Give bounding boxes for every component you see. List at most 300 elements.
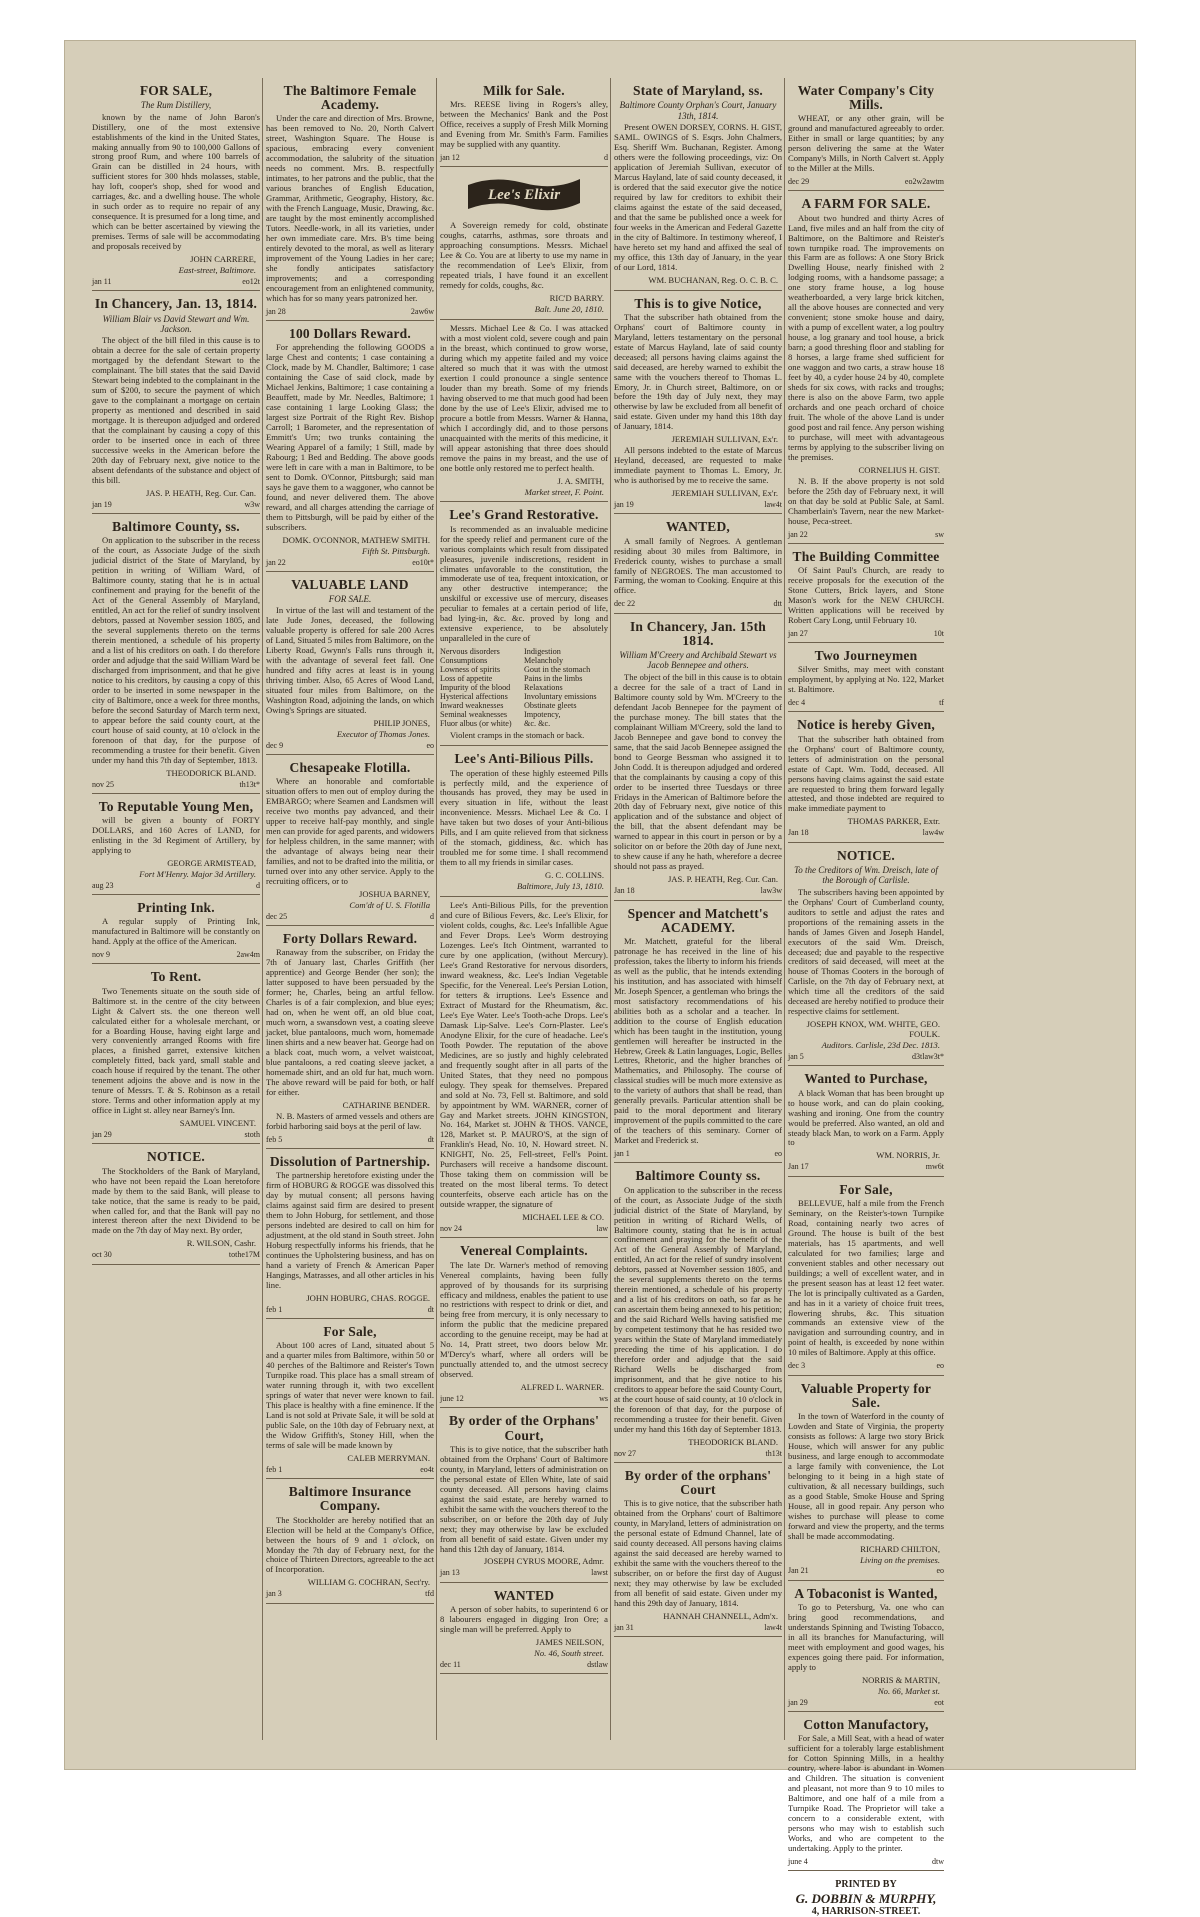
- ad-headline: NOTICE.: [836, 847, 896, 863]
- ad-headline: Water Company's City Mills.: [797, 83, 935, 113]
- ad-insertion-line: [92, 1130, 260, 1139]
- ailment-item: Melancholy: [524, 656, 564, 666]
- ad-headline: Wanted to Purchase,: [804, 1071, 928, 1087]
- advertisement: [92, 84, 260, 291]
- ad-headline: For Sale,: [323, 1324, 377, 1340]
- advertisement: [788, 649, 944, 712]
- ad-signature: RIC'D BARRY.: [549, 293, 604, 304]
- ad-headline: For Sale,: [839, 1181, 893, 1197]
- ad-headline: This is to give Notice,: [634, 295, 762, 311]
- ad-headline: Forty Dollars Reward.: [282, 931, 418, 947]
- ad-signature: CATHARINE BENDER.: [342, 1100, 430, 1110]
- ad-insertion-line: [788, 177, 944, 186]
- ad-insertion-line: [788, 1162, 944, 1171]
- ad-run-code: sw: [935, 529, 944, 539]
- ad-separator: [92, 963, 260, 964]
- ailment-item: Hysterical affections: [440, 692, 508, 702]
- ad-run-code: eo: [936, 1566, 944, 1576]
- ad-run-code: eo4t: [420, 1465, 434, 1474]
- advertisement: [92, 1150, 260, 1264]
- ad-insertion-line: [92, 277, 260, 286]
- ad-headline: Milk for Sale.: [483, 83, 565, 98]
- advertisement: [440, 84, 608, 167]
- ad-body: Under the care and direction of Mrs. Browne, has been removed to No. 20, North Calvert street, Washington Square. The House is spacious, embracing every convenient accommodation, the salubrity of the situation needs no comment. Mrs. B. respectfully intimates, to her patrons and the public, that the various branches of English Education, Grammar, Arithmetic, Geography, History, &c. with the French Language, Music, Drawing, &c. are taught by the most eminently accomplished Tutors. Needle-work, in all its varieties, under her own immediate care. Mrs. B's time being entirely devoted to the moral, as well as literary improvement of the Young Ladies in her care; she fondly anticipates satisfactory improvements; and a corresponding encouragement from an enlightened community, which has for so many years patronized her.: [266, 113, 434, 303]
- ad-headline: WANTED,: [665, 519, 731, 535]
- ad-date: jan 1: [614, 1149, 630, 1159]
- ad-signature: JOHN HOBURG, CHAS. ROGGE.: [306, 1292, 430, 1303]
- ad-body: Where an honorable and comfortable situation offers to men out of employ during the EMBARGO; where Seamen and Landsmen will receive two months pay advanced, and their upper to receive half-pay monthly, and single men can provide for aged parents, and widowers for helpless children, in the same manner; with the advantage of always being near their families, and not to be drafted into the militia, or turned over into any other service. Apply to the recruiting officers, or to: [266, 776, 434, 887]
- ad-insertion-line: [614, 1623, 782, 1632]
- ad-date: jan 11: [92, 277, 112, 287]
- ad-signature: DOMK. O'CONNOR, MATHEW SMITH.: [282, 534, 430, 545]
- ad-signer-place: Balt. June 20, 1810.: [534, 304, 604, 315]
- ad-signature: WM. BUCHANAN, Reg. O. C. B. C.: [648, 274, 778, 285]
- advertisement: [266, 1325, 434, 1479]
- ad-insertion-line: [788, 828, 944, 837]
- ad-body: This is to give notice, that the subscriber hath obtained from the Orphans' Court of Baltimore county, in Maryland, letters of administration on the personal estate of Ellen White, late of said county deceased. All persons having claims against the said estate, are hereby warned to exhibit the same with the vouchers thereof to the subscriber, on or before the 20th day of July next; they may otherwise by law be excluded from all benefit of said estate. Given under my hand this 12th day of January, 1814.: [440, 1443, 608, 1554]
- ad-date: Jan 17: [788, 1162, 809, 1172]
- ad-date: jan 22: [788, 529, 808, 539]
- ad-separator: [788, 543, 944, 544]
- ad-date: Jan 18: [788, 828, 809, 838]
- ad-separator: [440, 745, 608, 746]
- ad-insertion-line: [266, 1465, 434, 1474]
- ad-separator: [440, 1407, 608, 1408]
- advertisement: [266, 761, 434, 926]
- ad-body: That the subscriber hath obtained from the Orphans' court of Baltimore county in Maryland, letters testamentary on the personal estate of Marcus Hayland, late of said county deceased; all persons having claims against the said deceased, are hereby warned to exhibit the same with the vouchers thereof to Thomas L. Emory, Jr. in Church street, Baltimore, on or before the 19th day of July next, they may otherwise by law be excluded from all benefit of said estate. Given under my hand this 18th day of January, 1814.: [614, 311, 782, 432]
- ad-headline: By order of the orphans' Court: [624, 1468, 772, 1498]
- ad-run-code: lawst: [591, 1568, 608, 1578]
- ad-signature: PHILIP JONES,: [373, 718, 430, 729]
- ad-body: The late Dr. Warner's method of removing Venereal complaints, having been fully approved of by thousands for its surprising efficacy and mildness, enables the patient to use no restrictions with respect to drink or diet, and being free from mercury, it is only necessary to inform the public that the medicine prepared according to the genuine receipt, may be had at No. 14, Pratt street, two doors below Mr. M'Dercy's wharf, where all orders will be punctually attended to, and the utmost secrecy observed.: [440, 1259, 608, 1380]
- ad-signature: JAS. P. HEATH, Reg. Cur. Can.: [145, 487, 256, 498]
- ad-insertion-line: [266, 1305, 434, 1314]
- ad-headline: Venereal Complaints.: [460, 1243, 588, 1259]
- ad-insertion-line: [788, 1566, 944, 1575]
- advertisement: [788, 1183, 944, 1376]
- ad-run-code: law: [596, 1224, 608, 1234]
- ailment-item: Loss of appetite: [440, 674, 493, 684]
- advertisement: [788, 550, 944, 643]
- ad-headline: NOTICE.: [146, 1149, 206, 1165]
- ad-headline: WANTED: [493, 1587, 555, 1603]
- ad-body: Silver Smiths, may meet with constant employment, by applying at No. 122, Market st. Baltimore.: [788, 664, 944, 695]
- advertisement: [788, 1382, 944, 1581]
- ad-date: jan 31: [614, 1623, 634, 1633]
- ad-subheadline: William Blair vs David Stewart and Wm. Jackson.: [102, 313, 250, 334]
- advertisement: [92, 901, 260, 964]
- ad-run-code: tf: [939, 698, 944, 708]
- advertisement: [614, 620, 782, 901]
- ad-date: jan 22: [266, 557, 286, 567]
- ad-run-code: 2aw6w: [410, 306, 434, 316]
- ad-run-code: d: [256, 880, 260, 890]
- ad-body: A Sovereign remedy for cold, obstinate coughs, catarrhs, asthmas, sore throats and approaching consumptions. Messrs. Michael Lee & Co. You are at liberty to use my name in the recommendation of Lee's Elixir, from repeated trials, I have found it an excellent remedy for colds, coughs, &c.: [440, 220, 608, 291]
- ad-date: Jan 18: [614, 886, 635, 896]
- ad-body: Two Tenements situate on the south side of Baltimore st. in the centre of the city between Light & Calvert sts. the one thereon well calculated either for a wholesale merchant, or for a Boarding House, having eight large and very conveniently arranged Rooms with fire places, a finished garret, extensive kitchen completely fitted, back yard, small stable and coach house if required by the tenant. The other tenement adjoins the above and is now in the tenure of Messrs. T. & S. Robinson as a retail store. Terms and other information apply at my office in Light st. alley near Barney's Inn.: [92, 985, 260, 1116]
- ad-subheadline: To the Creditors of Wm. Dreisch, late of the Borough of Carlisle.: [794, 864, 938, 886]
- ad-headline: A FARM FOR SALE.: [801, 196, 931, 212]
- ad-headline: The Building Committee: [792, 548, 940, 564]
- advertisement: [788, 849, 944, 1067]
- ad-body: That the subscriber hath obtained from the Orphans' court of Baltimore county, letters of administration on the personal estate of Capt. Wm. Todd, deceased. All persons having claims against the said estate are requested to bring them forward legally attested, and those indebted are required to make immediate payment to: [788, 733, 944, 814]
- ad-subheadline: The Rum Distillery,: [140, 100, 212, 111]
- ailment-item: Relaxations: [524, 683, 563, 693]
- ad-separator: [440, 1582, 608, 1583]
- ad-body: The operation of these highly esteemed Pills is perfectly mild, and the experience of thousands has proved, they may be used in every situation in life, without the least inconvenience. Messrs. Michael Lee & Co. I have taken but two doses of your Anti-bilious Pills, and I am quite relieved from that sickness of the stomach, giddiness, &c. which has troubled me for some time. I shall recommend them to all my friends in similar cases.: [440, 767, 608, 868]
- ad-headline: A Tobaconist is Wanted,: [794, 1585, 938, 1601]
- ad-signature: SAMUEL VINCENT.: [179, 1118, 256, 1129]
- ad-date: jan 3: [266, 1589, 282, 1599]
- ad-separator: [614, 1462, 782, 1463]
- ad-date: jan 5: [788, 1052, 804, 1062]
- ad-body: The partnership heretofore existing under the firm of HOBURG & ROGGE was dissolved this day by mutual consent; all persons having claims against said firm are desired to present them to John Hoburg, for settlement, and those persons indebted are desired to call on him for adjustment, at the old stand in South street. John Hoburg respectfully informs his friends, that he continues the Upholstering business, and has on hand a variety of French & American Paper Hangings, Matrasses, and all other articles in his line.: [266, 1170, 434, 1290]
- ad-run-code: dt: [427, 1134, 434, 1144]
- advertisement: [440, 324, 608, 502]
- ad-date: jan 27: [788, 628, 808, 638]
- ailment-item: Gout in the stomach: [524, 665, 591, 675]
- ad-body: To go to Petersburg, Va. one who can bring good recommendations, and understands Spinning and Twisting Tobacco, in all its branches for Manufacturing, will meet with employment and good wages, his expences going there paid. For information, apply to: [788, 1601, 944, 1672]
- ad-run-code: ws: [599, 1394, 608, 1404]
- printer-imprint: [788, 1879, 944, 1917]
- ad-signature: JOHN CARRERE,: [190, 254, 256, 265]
- ad-separator: [614, 290, 782, 291]
- ad-date: jan 28: [266, 306, 286, 316]
- ad-body: The Stockholder are hereby notified that an Election will be held at the Company's Office, between the hours of 9 and 1 o'clock, on Monday the 7th day of February next, for the choice of Thirteen Directors, agreeable to the act of Incorporation.: [266, 1514, 434, 1575]
- ad-body: The Stockholders of the Bank of Maryland, who have not been repaid the Loan heretofore made by them to the said Bank, will please to take notice, that the same is ready to be paid, when called for, and that the Bank will pay no interest thereon after the next Dividend to be made on the 7th day of May next. By order,: [92, 1165, 260, 1236]
- ad-separator: [788, 842, 944, 843]
- ad-run-code: law4t: [764, 500, 782, 510]
- ad-insertion-line: [614, 886, 782, 895]
- ad-date: feb 1: [266, 1304, 283, 1314]
- ad-headline: Valuable Property for Sale.: [800, 1380, 932, 1410]
- ad-run-code: tfd: [425, 1589, 434, 1599]
- advertisement: [92, 800, 260, 895]
- ad-run-code: eo: [936, 1361, 944, 1371]
- ailment-item: Lowness of spirits: [440, 665, 501, 675]
- ad-subheadline: Baltimore County Orphan's Court, January 13th, 1814.: [619, 100, 777, 121]
- ad-signature: G. C. COLLINS.: [545, 870, 604, 881]
- ad-body: Ranaway from the subscriber, on Friday the 7th of January last, Charles Griffith (her apprentice) and George Bender (her son); the latter supposed to have been persuaded by the former; he, Charles, being an artful fellow. Charles is of a fair complexion, and blue eyes; had on, when he went off, an old blue coat, much worn, a swansdown vest, a coating sleeve jacket, blue pantaloons, much worn, homemade linen shirts and a new beaver hat. George had on a black coat, much worn, a velvet waistcoat, blue pantaloons, a red coating sleeve jacket, a homemade shirt, and an old fur hat, much worn. The above reward will be paid for both, or half for either.: [266, 947, 434, 1098]
- ad-insertion-line: [440, 153, 608, 162]
- ad-insertion-line: [266, 558, 434, 567]
- ad-signature: RICHARD CHILTON,: [860, 1543, 940, 1554]
- ad-body: This is to give notice, that the subscriber hath obtained from the Orphans' court of Baltimore county, in Maryland, letters of administration on the personal estate of Edmund Channel, late of said county deceased. All persons having claims against the said deceased are hereby warned to exhibit the same with the vouchers thereof to the subscriber, on or before the first day of August next; they may otherwise by law be excluded from all benefit of said estate. Given under my hand this 29th day of January, 1814.: [614, 1498, 782, 1609]
- ad-signature: HANNAH CHANNELL, Adm'x.: [663, 1611, 778, 1622]
- ad-insertion-line: [92, 950, 260, 959]
- ad-date: dec 3: [788, 1361, 806, 1371]
- ad-separator: [266, 571, 434, 572]
- ad-date: june 12: [440, 1394, 464, 1404]
- advertisement: [788, 1072, 944, 1176]
- ad-headline: Spencer and Matchett's ACADEMY.: [627, 905, 769, 935]
- ad-separator: [266, 1318, 434, 1319]
- ad-separator: [440, 1237, 608, 1238]
- ad-separator: [614, 513, 782, 514]
- ad-run-code: w3w: [244, 499, 260, 509]
- ad-body: About two hundred and thirty Acres of Land, five miles and an half from the city of Baltimore, on the Baltimore and Reister's town turnpike road. The improvements on this Farm are as follows: A one Story Brick Dwelling House, nearly finished with 2 lodging rooms, with a handsome passage; a one story frame house, a log house weatherboarded, a very large brick kitchen, all the above houses are connected and very convenient; stone smoke house and dairy, with a pump of excellent water, a log poultry house, a log granary and tool house, a brick barn; a good threshing floor and stabling for 8 horses, a large frame shed sufficient for one waggon and two carts, a straw house 18 feet by 40, a cyder house 24 by 40, complete sheds for six cows, with racks and troughs; there is also on the above Farm, two apple orchards and one peach orchard of choice fruit. The whole of the above Land is under good post and rail fence. Any person wishing to purchase, will meet with advantageous terms by applying to the subscriber living on the premises.: [788, 212, 944, 462]
- ad-insertion-line: [788, 530, 944, 539]
- ad-signature: THEODORICK BLAND.: [688, 1436, 778, 1447]
- advertisement: [614, 907, 782, 1164]
- ad-signer-place: Auditors. Carlisle, 23d Dec. 1813.: [821, 1040, 940, 1051]
- ad-separator: [92, 894, 260, 895]
- ailment-item: &c. &c.: [524, 719, 551, 729]
- advertisement: [440, 171, 608, 320]
- printer-name: G. DOBBIN & MURPHY,: [795, 1890, 937, 1906]
- ad-signature: JAMES NEILSON,: [535, 1636, 604, 1647]
- ad-note: All persons indebted to the estate of Marcus Heyland, deceased, are requested to make immediate payment to Thomas L. Emory, Jr. who is authorised by me to receive the same.: [614, 445, 782, 486]
- ad-body: BELLEVUE, half a mile from the French Seminary, on the Reister's-town Turnpike Road, containing nearly two acres of Ground. The house is built of the best materials, has 15 apartments, and well calculated for two families; large and convenient stables and other necessary out buildings; a well of excellent water, and in the present season has at least 12 feet water. The lot is principally cultivated as a Garden, and has in it a variety of choice fruit trees, flowering shrubs, &c. This situation commands an extensive view of the navigation and surrounding country, and in point of health, is exceeded by none within 10 miles of Baltimore. Apply at this office.: [788, 1197, 944, 1358]
- ad-separator: [614, 900, 782, 901]
- ad-insertion-line: [614, 500, 782, 509]
- ad-run-code: 2aw4m: [236, 950, 260, 960]
- ad-signer-place: Executor of Thomas Jones.: [336, 729, 430, 740]
- ad-separator: [788, 1711, 944, 1712]
- ad-body: In virtue of the last will and testament of the late Jude Jones, deceased, the following valuable property is offered for sale 200 Acres of Land, Situated 5 miles from Baltimore, on the Liberty Road, Gwynn's Falls runs through it, with the advantage of several feet fall. One hundred and fifty acres at least is in young thriving timber. Also, 65 Acres of Wood Land, situated four miles from Baltimore, on the Washington Road, adjoining the lands, on which Owing's Springs are situated.: [266, 605, 434, 716]
- ad-headline: The Baltimore Female Academy.: [283, 83, 417, 113]
- ad-body: A regular supply of Printing Ink, manufactured in Baltimore will be constantly on hand. Apply at the office of the American.: [92, 916, 260, 947]
- ad-date: aug 23: [92, 880, 114, 890]
- ad-date: dec 29: [788, 177, 810, 187]
- ad-headline: State of Maryland, ss.: [632, 83, 764, 98]
- ad-separator: [440, 319, 608, 320]
- ad-run-code: mw6t: [925, 1162, 944, 1172]
- advertisement: [614, 1169, 782, 1463]
- ad-run-code: law3w: [760, 886, 782, 896]
- ad-run-code: eo2w2awtm: [904, 177, 944, 187]
- ailment-item: Consumptions: [440, 656, 488, 666]
- ad-separator: [266, 1148, 434, 1149]
- advertisement: [92, 297, 260, 514]
- ad-separator: [440, 166, 608, 167]
- ad-body: Is recommended as an invaluable medicine for the speedy relief and permanent cure of the various complaints which result from dissipated pleasures, juvenile indiscretions, resident in climates unfavorable to the constitution, the immoderate use of tea, frequent intoxication, or any other destructive intemperance; the unskilful or excessive use of mercury, diseases peculiar to females at a certain period of life, bad lying-in, &c. &c. proved by long and extensive experience, to be absolutely unparalleled in the cure of: [440, 523, 608, 644]
- ad-date: dec 11: [440, 1659, 461, 1669]
- ailments-list: [440, 647, 608, 728]
- ad-insertion-line: [788, 629, 944, 638]
- ad-run-code: eo: [426, 741, 434, 750]
- ailment-item: Inward weaknesses: [440, 701, 504, 711]
- ad-signature: CALEB MERRYMAN.: [347, 1453, 430, 1464]
- ad-insertion-line: [266, 1589, 434, 1598]
- ad-date: dec 4: [788, 698, 806, 708]
- ad-body: The object of the bill in this cause is to obtain a decree for the sale of a tract of Land in Baltimore county sold by Wm. M'Creery to the defendant Jacob Bennepee for the payment of the purchase money. The bill states that the complainant William M'Creery, sold the land to Jacob Bennepee and gave bond to convey the same, that the said Jacob Bennepee assigned the bond to George Bessman who assigned it to John Codd. It is thereupon adjudged and ordered that the complainants by causing a copy of this order to be inserted three Tuesdays or three Fridays in the American of Baltimore before the 20th day of February next, give notice of this application and of the substance and object of the bill, that the absent defendant may be warned to appear in this court in person or by a solicitor on or before the 20th day of June next, to shew cause if any he hath, wherefore a decree should not pass as prayed.: [614, 671, 782, 872]
- ad-headline: Dissolution of Partnership.: [269, 1154, 431, 1170]
- ad-body: Present OWEN DORSEY, CORNS. H. GIST, SAML. OWINGS of S. Esqrs. John Chalmers, Esq. Sheriff Wm. Buchanan, Register. Among others were the following proceedings, viz: On application of Jeremiah Sullivan, executor of Marcus Hayland, late of said county deceased, it is ordered that the said executor give the notice required by law for creditors to exhibit their claims against the estate of the said deceased, and that the same be published once a week for four weeks in the American and Federal Gazette in the city of Baltimore. In testimony whereof, I have hereto set my hand and affixed the seal of my office, this 13th day of January, in the year of our Lord, 1814.: [614, 122, 782, 272]
- ad-body: Messrs. Michael Lee & Co. I was attacked with a most violent cold, severe cough and pain in the breast, which continued to grow worse, during which my appetite failed and my voice altered so much that it was with the utmost exertion I could pronounce a single sentence louder than my breath. Some of my friends having observed to me that much good had been done by the use of Lee's Elixir, advised me to procure a bottle from Messrs. Warner & Hanna, which I accordingly did, and to those persons unacquainted with the merits of this medicine, it will appear astonishing that three does should remove the pains in my breast, and the use of one bottle only restored me to perfect health.: [440, 323, 608, 473]
- ad-body: On application to the subscriber in the recess of the court, as Associate Judge of the sixth judicial district of the State of Maryland, by petition in writing of William Ward, of Baltimore county, stating that he is in actual confinement and praying for the benefit of the Act of the General Assembly of Maryland, entitled, An act for the relief of sundry insolvent debtors, passed at November session 1805, and the several supplements thereto on the terms therein mentioned, a schedule of his property and a list of his creditors on oath. I do therefore order and adjudge that the said William Ward be discharged from imprisonment, and that he give notice to his creditors, by causing a copy of this order to be inserted in some newspaper in the city of Baltimore, once a week for three months, before the second Saturday of March term next, to appear before the said county court, at the court house of said county, at 10 o'clock in the forenoon of that day, for the purpose of recommending a trustee for their benefit. Given under my hand this 7th day of September, 1813.: [92, 535, 260, 765]
- ad-signer-place: No. 46, South street.: [534, 1647, 604, 1658]
- ad-separator: [92, 1143, 260, 1144]
- ad-date: jan 19: [92, 499, 112, 509]
- ad-headline: Chesapeake Flotilla.: [289, 760, 411, 776]
- ad-separator: [614, 1636, 782, 1637]
- ad-date: nov 25: [92, 779, 114, 789]
- ad-run-code: tothe17M: [228, 1250, 260, 1260]
- ad-signature: WILLIAM G. COCHRAN, Sect'ry.: [307, 1577, 430, 1588]
- ad-separator: [92, 290, 260, 291]
- ad-signature: WM. NORRIS, Jr.: [876, 1150, 940, 1161]
- ad-run-code: th13t*: [239, 779, 260, 789]
- ad-signature: GEORGE ARMISTEAD,: [167, 857, 256, 868]
- ad-note: N. B. If the above property is not sold before the 25th day of February next, it will on that day be sold at Public Sale, at Saml. Chamberlain's Tavern, near the new Market-house, Peca-street.: [788, 475, 944, 526]
- ailment-item: Nervous disorders: [440, 647, 500, 657]
- column-2: [260, 78, 440, 1740]
- ad-signature: THEODORICK BLAND.: [166, 767, 256, 778]
- ad-body: In the town of Waterford in the county of Lowden and State of Virginia, the property consists as follows: A large two story Brick House, which will answer for any public business, and large enough to accommodate a large family with convenience, the Lot belonging to it being in a high state of cultivation, & all necessary buildings, such as a good Stable, Smoke House and Spring House, all in good repair. Any person who wishes to purchase will please to come forward and view the property, and the terms shall be made accommodating.: [788, 1410, 944, 1541]
- ad-body: For Sale, a Mill Seat, with a head of water sufficient for a tolerably large establishment for Cotton Spinning Mills, in a healthy country, where labor is abundant in Women and Children. The situation is convenient and pleasant, not more than 9 to 10 miles to Baltimore, and one half of a mile from a Turnpike Road. The Proprietor will take a concern to a considerable extent, with persons who may wish to establish such Works, and who are competent to the undertaking. Apply to the printer.: [788, 1733, 944, 1853]
- ad-run-code: d: [604, 153, 608, 163]
- ad-run-code: th13t: [765, 1448, 782, 1458]
- ad-signer-place: Fort M'Henry. Major 3d Artillery.: [139, 868, 256, 879]
- ad-insertion-line: [788, 1857, 944, 1866]
- ad-separator: [266, 925, 434, 926]
- ad-date: jan 12: [440, 153, 460, 163]
- ailment-item: Involuntary emissions: [524, 692, 597, 702]
- ad-headline: Lee's Grand Restorative.: [449, 507, 599, 523]
- advertisement: [788, 1718, 944, 1871]
- advertisement: [440, 1244, 608, 1408]
- ad-date: feb 1: [266, 1465, 283, 1474]
- ad-headline: To Rent.: [150, 969, 202, 985]
- ad-body: The object of the bill filed in this cause is to obtain a decree for the sale of certain property mortgaged by the defendant Stewart to the complainant. The bill states that the said David Stewart being indebted to the complainant in the sum of $200, to secure the payment of which gave to the complainant a mortgage on certain property as mentioned and described in said mortgage. It is thereupon adjudged and ordered that the complainant by causing a copy of this order to be inserted once in each of three successive weeks in the American before the 20th day of February next, give notice to the absent defendants of the substance and object of this bill.: [92, 335, 260, 485]
- ad-insertion-line: [614, 599, 782, 608]
- ad-date: oct 30: [92, 1250, 112, 1260]
- ad-signer-place: No. 66, Market st.: [877, 1685, 940, 1696]
- ad-date: feb 5: [266, 1134, 283, 1144]
- ad-headline: FOR SALE,: [139, 83, 213, 98]
- ad-body: Mrs. REESE living in Rogers's alley, between the Mechanics' Bank and the Post Office, receives a supply of Fresh Milk Morning and Evening from Mr. Smith's Farm. Families may be supplied with any quantity.: [440, 99, 608, 150]
- ad-signer-place: Living on the premises.: [860, 1554, 940, 1565]
- ad-date: dec 9: [266, 741, 284, 750]
- ad-separator: [440, 501, 608, 502]
- ad-headline: Baltimore County, ss.: [112, 519, 240, 535]
- ad-separator: [440, 896, 608, 897]
- ad-signature: MICHAEL LEE & CO.: [522, 1212, 604, 1223]
- ad-insertion-line: [92, 780, 260, 789]
- ad-insertion-line: [440, 1568, 608, 1577]
- ad-signature: JEREMIAH SULLIVAN, Ex'r.: [671, 488, 778, 499]
- ad-signature: NORRIS & MARTIN,: [861, 1674, 940, 1685]
- advertisement: [266, 578, 434, 755]
- ad-insertion-line: [92, 500, 260, 509]
- newspaper-page: [64, 40, 1136, 1917]
- ad-headline: VALUABLE LAND: [291, 576, 409, 592]
- ad-body: A small family of Negroes. A gentleman residing about 30 miles from Baltimore, in Frederick county, wishes to purchase a small family of NEGROES. The man accustomed to Farming, the woman to Cooking. Enquire at this office.: [614, 535, 782, 596]
- advertisement: [788, 84, 944, 191]
- ad-date: jan 29: [788, 1697, 808, 1707]
- ad-body: Mr. Matchett, grateful for the liberal patronage he has received in the line of his profession, takes the liberty to inform his friends as well as the public, that he intends extending his institution, and has associated with himself Mr. Joseph Spencer, a gentleman who brings the most satisfactory recommendations of his abilities both as a scholar and a teacher. In addition to the course of English education which has been taught in the institution, young gentlemen will hereafter be instructed in the Hebrew, Greek & Latin languages, Logic, Belles Lettres, Rhetoric, and the higher branches of Mathematics, and Philosophy. The course of classical studies will be much more extensive as to the variety of authors that shall be read, than generally prevails. Particular attention shall be paid to the moral deportment and literary improvement of the pupils committed to the care of the teachers of this seminary. Corner of Market and Frederick st.: [614, 935, 782, 1146]
- advertisement: [440, 752, 608, 897]
- ad-separator: [788, 642, 944, 643]
- column-4: [608, 78, 788, 1740]
- ad-subheadline: William M'Creery and Archibald Stewart vs Jacob Bennepee and others.: [619, 650, 777, 671]
- ad-separator: [92, 1264, 260, 1265]
- advertisement: [266, 1155, 434, 1319]
- ailment-item: Seminal weaknesses: [440, 710, 508, 720]
- ad-insertion-line: [92, 881, 260, 890]
- ad-body: will be given a bounty of FORTY DOLLARS, and 160 Acres of LAND, for enlisting in the 3d Regiment of Artillery, by applying to: [92, 815, 260, 855]
- ad-run-code: stoth: [244, 1130, 260, 1140]
- ad-run-code: d: [430, 912, 434, 922]
- ad-insertion-line: [788, 698, 944, 707]
- advertisement: [440, 901, 608, 1238]
- ad-headline: In Chancery, Jan. 13, 1814.: [94, 296, 258, 312]
- ailment-item: Obstinate gleets: [524, 701, 577, 711]
- ad-date: dec 25: [266, 912, 288, 922]
- ailment-item: Indigestion: [524, 647, 561, 657]
- ad-body-tail: Violent cramps in the stomach or back.: [450, 730, 585, 741]
- ad-separator: [92, 513, 260, 514]
- banner-text: Lee's Elixir: [487, 187, 561, 204]
- column-5: [782, 78, 950, 1917]
- ad-separator: [788, 1065, 944, 1066]
- advertisement: [440, 508, 608, 746]
- ad-body: On application to the subscriber in the recess of the court, as Associate Judge of the sixth judicial district of the State of Maryland, by petition in writing of Richard Wells, of Baltimore county, stating that he is in actual confinement and praying for the benefit of the Act of the General Assembly of Maryland, entitled, An act for the relief of sundry insolvent debtors, passed at November session 1805, and the several supplements thereto on the terms therein mentioned, a schedule of his property and a list of his creditors on oath, so far as he can ascertain them being annexed to his petition; and the said Richard Wells having satisfied me by competent testimony that he has resided two years within the State of Maryland immediately preceding the time of his application. I do therefore order and adjudge that the said Richard Wells be discharged from imprisonment, and that he give notice to his creditors to appear before the said County Court, at the court house of said county, at 10 o'clock in the forenoon of that day, for the purpose of recommending a trustee for their benefit. Given under my hand this 16th day of September 1813.: [614, 1184, 783, 1434]
- ad-signature: JEREMIAH SULLIVAN, Ex'r.: [671, 434, 778, 445]
- ad-signature: JOSEPH KNOX, WM. WHITE, GEO. FOULK.: [806, 1019, 940, 1040]
- ad-insertion-line: [614, 1149, 782, 1158]
- ad-signature: CORNELIUS H. GIST.: [858, 464, 940, 475]
- ad-body: About 100 acres of Land, situated about 5 and a quarter miles from Baltimore, within 50 or 40 perches of the Baltimore and Reister's Town Turnpike road. This place has a small stream of water running through it, with two excellent springs of water that never were known to fail. This place is healthy with a fine eminence. If the Land is not sold at Private Sale, it will be sold at public Sale, on the 10th day of February next, at the Widow Griffith's, Stoney Hill, when the terms of sale will be made known by: [266, 1340, 434, 1451]
- printer-address: 4, HARRISON-STREET.: [811, 1905, 921, 1917]
- ad-separator: [788, 1580, 944, 1581]
- ad-headline: 100 Dollars Reward.: [289, 326, 411, 342]
- ad-date: nov 9: [92, 950, 110, 960]
- ad-headline: Notice is hereby Given,: [797, 717, 935, 733]
- advertisement: [92, 970, 260, 1144]
- ad-insertion-line: [266, 307, 434, 316]
- ad-run-code: 10t: [933, 628, 944, 638]
- ad-signature: JOSEPH CYRUS MOORE, Admr.: [483, 1556, 604, 1567]
- ad-headline: By order of the Orphans' Court,: [448, 1413, 600, 1443]
- ad-date: jan 19: [614, 500, 634, 510]
- ad-signer-place: Com'dt of U. S. Flotilla: [349, 900, 430, 911]
- ad-separator: [788, 1375, 944, 1376]
- ad-insertion-line: [266, 912, 434, 921]
- ad-insertion-line: [266, 1135, 434, 1144]
- ailment-item: Impurity of the blood: [440, 683, 511, 693]
- ad-insertion-line: [440, 1394, 608, 1403]
- ad-run-code: dstlaw: [587, 1659, 608, 1669]
- ad-body: known by the name of John Baron's Distillery, one of the most extensive establishments of the kind in the United States, making annually from 90 to 100,000 Gallons of strong proof Rum, and where 100 barrels of Grain can be distilled in 24 hours, with sufficient stores for 300 hhds molasses, stable, hay loft, cooper's shop, shed for wood and carriages, &c. and a dwelling house. The whole in such order as to require no repair of any consequence. It is presumed for a long time, and which can be better ascertained by viewing the premises. Terms of sale will be accommodating and proposals received by: [92, 111, 260, 252]
- ad-separator: [788, 190, 944, 191]
- ad-date: june 4: [788, 1856, 808, 1866]
- ad-signature: R. WILSON, Cashr.: [186, 1238, 256, 1249]
- ad-run-code: eo: [774, 1149, 782, 1159]
- ad-headline: Cotton Manufactory,: [803, 1716, 929, 1732]
- advertisement: [614, 1469, 782, 1637]
- ad-body: For apprehending the following GOODS a large Chest and contents; 1 case containing a Clock, made by M. Chandler, Baltimore; 1 case containing the Case of said clock, made by Michael Jenkins, Baltimore; 1 case containing a Beauffett, made by Mr. Needles, Baltimore; 1 case containing 1 large Looking Glass; the largest size Portrait of the Right Rev. Bishop Carroll; 1 Barometer, and the representation of Emmitt's Urn; two trunks containing the Wearing Apparel of a family; 1 Still, made by Rabourg; 1 Bed and Bedding. The above goods were left in care with a man in Baltimore, to be sent to Domk. O'Connor, Pittsburgh; said man says he gave them to a waggoner, who cannot be found, and never delivered them. The above reward, and all charges attending the carriage of them to Pittsburgh, will be paid by either of the subscribers.: [266, 342, 434, 532]
- ad-insertion-line: [92, 1250, 260, 1259]
- ad-body: Of Saint Paul's Church, are ready to receive proposals for the execution of the Stone Cutters, Brick layers, and Stone Mason's work for the NEW CHURCH. Written applications will be received by Robert Cary Long, until February 10.: [788, 565, 944, 625]
- ad-separator: [266, 1478, 434, 1479]
- ad-signer-place: East-street, Baltimore.: [178, 265, 256, 276]
- ad-run-code: law4w: [922, 828, 944, 838]
- ad-insertion-line: [788, 1052, 944, 1061]
- advertisement: [266, 327, 434, 572]
- advertisement: [614, 84, 782, 291]
- ad-run-code: d3tlaw3t*: [912, 1052, 944, 1062]
- ad-run-code: law4t: [764, 1623, 782, 1633]
- ad-headline: Printing Ink.: [137, 900, 215, 916]
- ad-date: nov 27: [614, 1448, 636, 1458]
- ad-headline: Baltimore Insurance Company.: [288, 1484, 412, 1514]
- ailment-item: Impotency,: [524, 710, 561, 720]
- ad-separator: [614, 613, 782, 614]
- ad-signature: ALFRED L. WARNER.: [520, 1382, 604, 1393]
- ad-run-code: eo12t: [242, 277, 260, 287]
